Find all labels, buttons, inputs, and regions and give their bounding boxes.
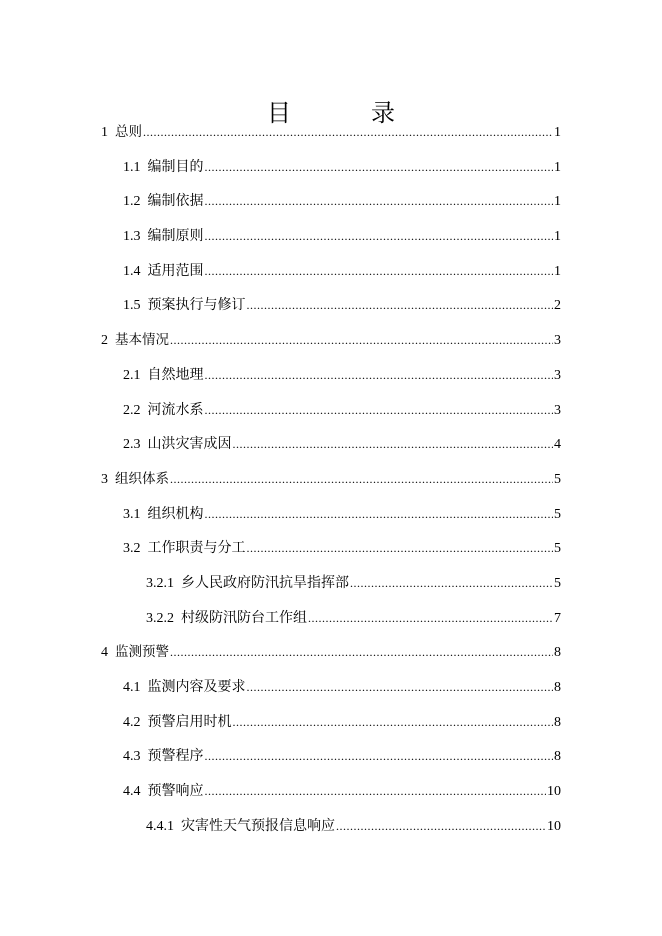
toc-entry-number: 2.3 (123, 437, 141, 453)
toc-entry-1-3[interactable] (101, 219, 561, 254)
dot-leader (205, 739, 554, 774)
toc-entry-label: 编制依据 (147, 194, 204, 210)
toc-entry-label: 乡人民政府防汛抗旱指挥部 (181, 575, 349, 591)
toc-entry-page-number: 3 (554, 333, 561, 349)
dot-leader (308, 601, 553, 636)
dot-leader (233, 705, 554, 740)
toc-entry-label: 组织机构 (147, 506, 204, 522)
toc-entry-4-2[interactable] (101, 705, 561, 740)
toc-entry-page-number: 8 (554, 714, 561, 730)
toc-entry-2-3[interactable] (101, 427, 561, 462)
toc-entry-page-number: 7 (554, 610, 561, 626)
dot-leader (170, 323, 553, 358)
toc-entry-2-2[interactable] (101, 393, 561, 428)
toc-entry-4-3[interactable] (101, 739, 561, 774)
toc-entry-page-number: 8 (554, 645, 561, 661)
toc-entry-3[interactable] (101, 462, 561, 497)
dot-leader (143, 115, 553, 150)
toc-entry-4-4[interactable] (101, 774, 561, 809)
toc-entry-3-2-1[interactable] (101, 566, 561, 601)
dot-leader (247, 531, 554, 566)
toc-entry-number: 2 (101, 333, 108, 349)
dot-leader (170, 462, 553, 497)
toc-entry-number: 1 (101, 125, 108, 140)
toc-entry-page-number: 10 (547, 784, 561, 800)
dot-leader (205, 219, 554, 254)
toc-entry-number: 4.3 (123, 749, 141, 765)
toc-entry-number: 1.1 (123, 159, 141, 175)
dot-leader (336, 809, 546, 844)
toc-entry-label: 预案执行与修订 (147, 298, 246, 314)
toc-entry-label: 预警响应 (147, 784, 204, 800)
toc-entry-number: 4 (101, 645, 108, 661)
toc-entry-page-number: 5 (554, 575, 561, 591)
toc-entry-3-1[interactable] (101, 497, 561, 532)
dot-leader (205, 254, 554, 289)
toc-entry-label: 组织体系 (115, 470, 169, 487)
toc-entry-page-number: 8 (554, 749, 561, 765)
toc-entry-label: 监测预警 (115, 644, 169, 661)
toc-entry-number: 4.2 (123, 714, 141, 730)
toc-entry-label: 适用范围 (147, 263, 204, 279)
dot-leader (205, 497, 554, 532)
toc-entry-4[interactable] (101, 635, 561, 670)
toc-entry-page-number: 1 (554, 125, 561, 140)
dot-leader (170, 635, 553, 670)
toc-entry-4-1[interactable] (101, 670, 561, 705)
dot-leader (247, 288, 554, 323)
toc-entry-page-number: 5 (554, 506, 561, 522)
toc-entry-number: 3.2.2 (146, 610, 174, 626)
toc-entry-label: 预警程序 (147, 749, 204, 765)
dot-leader (233, 427, 554, 462)
table-of-contents (101, 115, 561, 843)
toc-entry-page-number: 2 (554, 298, 561, 314)
dot-leader (205, 150, 554, 185)
dot-leader (350, 566, 553, 601)
toc-entry-page-number: 5 (554, 541, 561, 557)
toc-entry-number: 4.1 (123, 680, 141, 695)
dot-leader (205, 393, 554, 428)
toc-entry-3-2-2[interactable] (101, 601, 561, 636)
toc-entry-4-4-1[interactable] (101, 809, 561, 844)
toc-entry-1-5[interactable] (101, 288, 561, 323)
dot-leader (205, 184, 554, 219)
toc-entry-label: 编制原则 (147, 229, 204, 245)
toc-entry-label: 山洪灾害成因 (147, 437, 232, 453)
toc-entry-page-number: 10 (547, 818, 561, 834)
toc-entry-page-number: 1 (554, 229, 561, 245)
toc-entry-number: 4.4 (123, 784, 141, 800)
toc-entry-label: 编制目的 (147, 159, 204, 175)
toc-entry-page-number: 1 (554, 263, 561, 279)
toc-entry-number: 3.1 (123, 506, 141, 522)
toc-entry-page-number: 3 (554, 367, 561, 383)
toc-entry-page-number: 1 (554, 194, 561, 210)
toc-entry-label: 工作职责与分工 (147, 541, 246, 557)
toc-entry-3-2[interactable] (101, 531, 561, 566)
toc-entry-page-number: 3 (554, 402, 561, 418)
toc-entry-1-4[interactable] (101, 254, 561, 289)
toc-entry-2-1[interactable] (101, 358, 561, 393)
toc-entry-1-2[interactable] (101, 184, 561, 219)
toc-entry-label: 灾害性天气预报信息响应 (181, 818, 335, 834)
toc-entry-number: 3 (101, 471, 108, 487)
toc-entry-number: 1.2 (123, 194, 141, 210)
dot-leader (247, 670, 554, 705)
toc-entry-number: 2.1 (123, 367, 141, 383)
toc-entry-page-number: 1 (554, 159, 561, 175)
toc-entry-number: 1.4 (123, 263, 141, 279)
toc-entry-number: 3.2 (123, 541, 141, 557)
toc-entry-page-number: 5 (554, 471, 561, 487)
toc-entry-page-number: 8 (554, 680, 561, 695)
toc-entry-label: 河流水系 (147, 402, 204, 418)
toc-entry-label: 村级防汛防台工作组 (181, 610, 307, 626)
toc-entry-page-number: 4 (554, 437, 561, 453)
toc-entry-1[interactable] (101, 115, 561, 150)
toc-entry-label: 基本情况 (115, 332, 169, 349)
toc-entry-label: 预警启用时机 (147, 714, 232, 730)
toc-entry-label: 自然地理 (147, 367, 204, 383)
toc-entry-label: 监测内容及要求 (147, 680, 246, 695)
toc-entry-number: 2.2 (123, 402, 141, 418)
toc-entry-2[interactable] (101, 323, 561, 358)
toc-entry-number: 1.3 (123, 229, 141, 245)
toc-entry-number: 4.4.1 (146, 818, 174, 834)
dot-leader (205, 358, 554, 393)
dot-leader (205, 774, 547, 809)
toc-title: 目 录 (267, 99, 423, 128)
toc-entry-label: 总则 (115, 124, 142, 140)
toc-entry-1-1[interactable] (101, 150, 561, 185)
toc-entry-number: 3.2.1 (146, 575, 174, 591)
toc-entry-number: 1.5 (123, 298, 141, 314)
